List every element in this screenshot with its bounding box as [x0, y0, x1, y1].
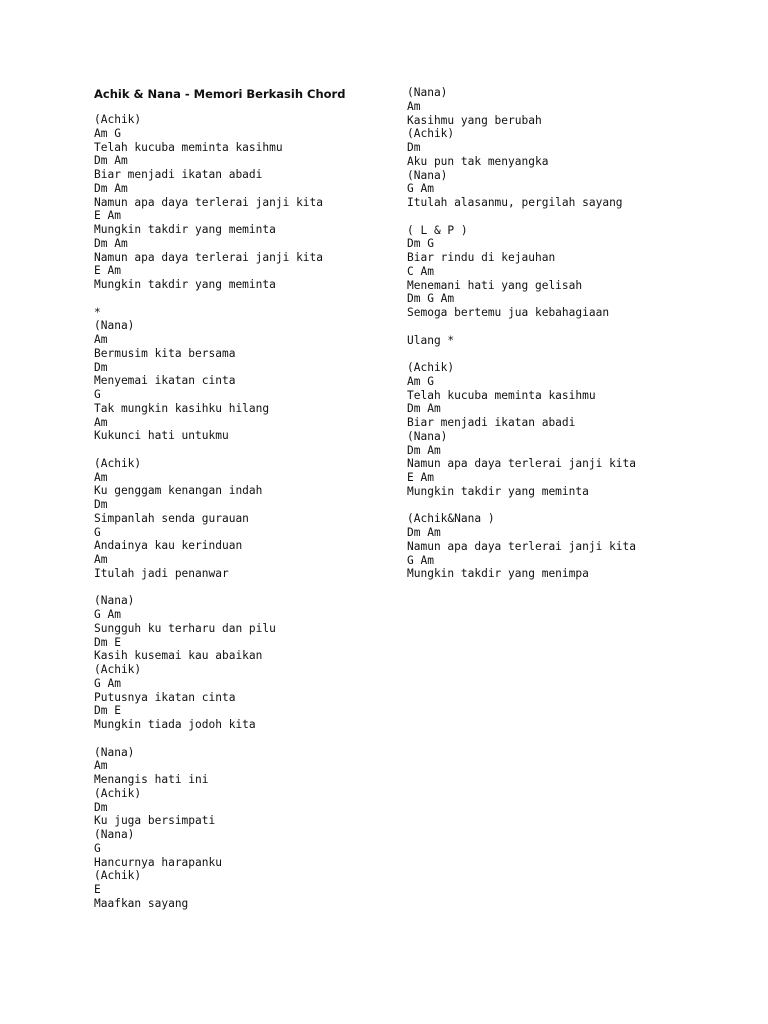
lyric-line: G Am — [94, 608, 121, 621]
lyric-line: (Achik) — [94, 869, 142, 883]
lyric-line: G Am — [94, 676, 121, 690]
lyric-line: Hancurnya harapanku — [94, 855, 222, 869]
lyric-line: Dm Am — [94, 154, 128, 168]
lyric-line: Namun apa daya terlerai janji kita — [407, 457, 637, 471]
page-title: Achik & Nana - Memori Berkasih Chord — [94, 87, 346, 101]
lyric-line: G Am — [407, 553, 434, 567]
lyric-line: Dm G Am — [407, 292, 455, 306]
lyric-line: G Am — [407, 182, 434, 196]
lyric-line: (Achik) — [94, 456, 142, 470]
lyric-line: Menemani hati yang gelisah — [407, 278, 583, 292]
lyric-line: Andainya kau kerinduan — [94, 539, 243, 553]
lyric-line: Biar menjadi ikatan abadi — [94, 168, 263, 181]
lyric-line: Namun apa daya terlerai janji kita — [407, 539, 637, 553]
lyric-line: Dm — [407, 141, 421, 154]
lyric-line: (Achik) — [94, 786, 142, 800]
lyric-line: Dm Am — [407, 402, 441, 416]
lyric-line: (Achik) — [94, 663, 142, 676]
lyric-line: Itulah alasanmu, pergilah sayang — [407, 196, 623, 209]
lyric-line: Kasihmu yang berubah — [407, 113, 542, 127]
lyric-line: Ku genggam kenangan indah — [94, 484, 263, 498]
lyric-line: Namun apa daya terlerai janji kita — [94, 195, 324, 209]
lyric-line — [407, 499, 636, 513]
lyric-line: Mungkin takdir yang meminta — [94, 278, 276, 291]
lyric-line: Am — [94, 470, 108, 484]
lyric-line: E — [94, 883, 101, 896]
lyric-line: Dm E — [94, 635, 121, 649]
lyric-line: Dm — [94, 498, 108, 511]
lyric-line: (Achik) — [407, 127, 455, 141]
lyric-line: E Am — [94, 264, 121, 278]
lyric-line: Dm Am — [94, 181, 128, 195]
lyric-line — [407, 347, 636, 361]
lyric-line: E Am — [407, 471, 434, 484]
lyric-line: E Am — [94, 209, 121, 223]
lyric-line — [94, 443, 323, 457]
lyric-line: C Am — [407, 264, 434, 278]
lyric-line: (Nana) — [94, 594, 135, 608]
lyric-line: Am — [94, 553, 108, 566]
lyric-line: Simpanlah senda gurauan — [94, 511, 249, 525]
lyric-line: Mungkin takdir yang meminta — [407, 484, 589, 498]
lyric-line: Maafkan sayang — [94, 896, 189, 910]
lyric-line: * — [94, 305, 101, 319]
lyric-line: Bermusim kita bersama — [94, 346, 236, 360]
lyric-line — [407, 210, 636, 224]
lyric-line: Namun apa daya terlerai janji kita — [94, 250, 324, 264]
lyric-line: (Nana) — [407, 168, 448, 182]
lyric-line — [94, 292, 323, 306]
lyric-line: Biar rindu di kejauhan — [407, 251, 556, 264]
lyric-line: G — [94, 388, 101, 401]
lyric-line: (Nana) — [407, 429, 448, 443]
lyric-line: Menyemai ikatan cinta — [94, 374, 236, 388]
lyric-line: Dm G — [407, 237, 434, 251]
lyric-line: Dm — [94, 360, 108, 374]
lyric-line: Telah kucuba meminta kasihmu — [94, 140, 283, 154]
lyric-line — [407, 320, 636, 334]
lyric-line: Dm Am — [407, 526, 441, 539]
lyric-line: G — [94, 841, 101, 855]
lyric-line: Am — [407, 99, 421, 113]
lyric-line: (Achik&Nana ) — [407, 512, 495, 526]
lyric-line: (Achik) — [94, 113, 142, 126]
lyric-line: Am G — [94, 126, 121, 140]
lyric-line: Tak mungkin kasihku hilang — [94, 401, 270, 415]
lyric-line: Am — [94, 415, 108, 429]
lyric-line: Mungkin takdir yang meminta — [94, 223, 276, 236]
lyric-line: Semoga bertemu jua kebahagiaan — [407, 306, 610, 319]
lyric-line: Ku juga bersimpati — [94, 814, 216, 828]
lyric-line: Putusnya ikatan cinta — [94, 690, 236, 704]
lyric-line: Telah kucuba meminta kasihmu — [407, 388, 596, 402]
lyric-line: Itulah jadi penanwar — [94, 566, 229, 580]
lyric-line: Am — [94, 759, 108, 773]
lyric-line: Ulang * — [407, 333, 455, 347]
lyric-line: G — [94, 525, 101, 539]
lyric-line: Biar menjadi ikatan abadi — [407, 416, 576, 429]
lyric-line: (Nana) — [94, 319, 135, 333]
lyric-line — [94, 581, 323, 595]
lyric-line: (Achik) — [407, 361, 455, 374]
lyric-line: Dm E — [94, 704, 121, 718]
lyric-line — [94, 732, 323, 746]
lyric-line: Menangis hati ini — [94, 773, 209, 786]
lyric-line: (Nana) — [407, 86, 448, 99]
lyric-line: Aku pun tak menyangka — [407, 154, 549, 168]
lyric-line: Mungkin tiada jodoh kita — [94, 718, 256, 731]
lyric-line: Dm — [94, 800, 108, 814]
lyrics-column-right — [407, 86, 636, 581]
lyric-line: Kukunci hati untukmu — [94, 429, 229, 443]
lyrics-column-left — [94, 113, 323, 911]
lyric-line: Dm Am — [94, 236, 128, 250]
lyric-line: (Nana) — [94, 828, 135, 841]
lyric-line: Mungkin takdir yang menimpa — [407, 567, 589, 581]
lyric-line: ( L & P ) — [407, 223, 468, 237]
lyric-line: Sungguh ku terharu dan pilu — [94, 621, 276, 635]
lyric-line: Am — [94, 333, 108, 346]
lyric-line: Dm Am — [407, 443, 441, 457]
lyric-line: Am G — [407, 374, 434, 388]
lyric-line: Kasih kusemai kau abaikan — [94, 649, 263, 663]
lyric-line: (Nana) — [94, 745, 135, 759]
